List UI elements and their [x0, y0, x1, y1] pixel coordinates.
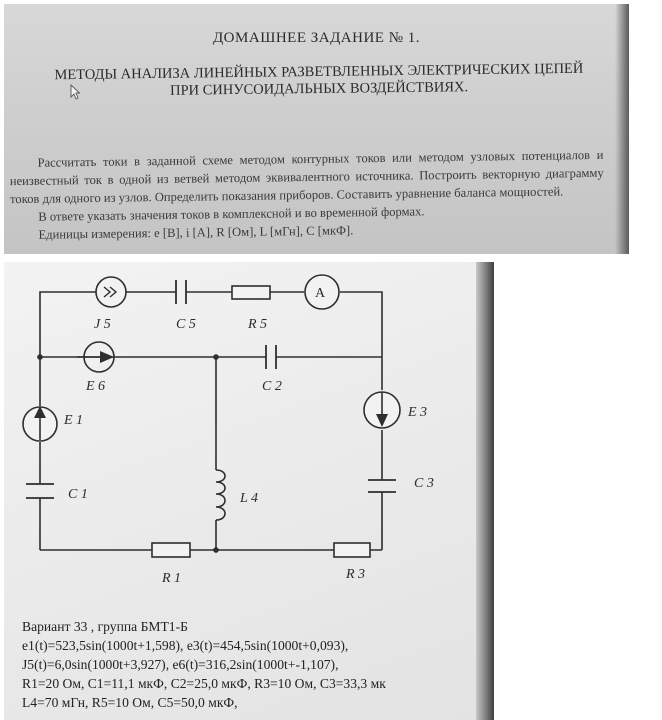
variant-elements-1: R1=20 Ом, C1=11,1 мкФ, C2=25,0 мкФ, R3=10 Ом, C3=33,3 мк [22, 676, 386, 691]
mouse-pointer-icon [70, 84, 80, 100]
capacitor-c3 [368, 480, 396, 492]
resistor-r1 [152, 543, 190, 557]
task-description [9, 146, 604, 244]
ammeter-label: A [315, 286, 326, 301]
voltage-source-e3 [364, 392, 400, 428]
label-e3: E 3 [408, 405, 428, 420]
units-of-measurement: Единицы измерения: e [В], i [A], R [Ом], L [мГн], C [мкФ]. [38, 223, 354, 242]
label-r5: R 5 [248, 317, 268, 332]
label-e1: E 1 [64, 413, 84, 428]
subtitle-line-2: ПРИ СИНУСОИДАЛЬНЫХ ВОЗДЕЙСТВИЯХ. [169, 79, 469, 99]
label-c2: C 2 [262, 379, 282, 394]
assignment-header-photo [4, 4, 629, 254]
answer-instructions: В ответе указать значения токов в комплексной и во временной формах. [38, 204, 425, 224]
variant-sources-2: J5(t)=6,0sin(1000t+3,927), e6(t)=316,2sin(1000t+-1,107), [22, 657, 339, 672]
label-l4: L 4 [240, 491, 259, 506]
label-e6: E 6 [86, 379, 106, 394]
label-c1: C 1 [68, 487, 88, 502]
task-text: Рассчитать токи в заданной схеме методом контурных токов или методом узловых потенциалов и неизвестный ток в одной из ветвей методом эквивалентного источника. Построить векторную диаграмму токов для одного из узлов. Определить показания приборов. Составить уравнение баланса мощностей. [9, 147, 604, 207]
voltage-source-e6 [77, 342, 114, 372]
circuit-diagram [4, 262, 494, 617]
variant-title: Вариант 33 , группа БМТ1-Б [22, 619, 188, 634]
circuit-photo [4, 262, 494, 720]
variant-elements-2: L4=70 мГн, R5=10 Ом, C5=50,0 мкФ, [22, 695, 238, 710]
capacitor-c2 [266, 345, 276, 369]
assignment-title: ДОМАШНЕЕ ЗАДАНИЕ № 1. [212, 30, 421, 46]
label-r3: R 3 [346, 567, 366, 582]
variant-parameters [22, 617, 494, 712]
junction-node-middle [213, 354, 219, 360]
inductor-l4 [216, 470, 225, 520]
resistor-r5 [232, 286, 270, 299]
assignment-subtitle [24, 60, 614, 101]
subtitle-line-1: МЕТОДЫ АНАЛИЗА ЛИНЕЙНЫХ РАЗВЕТВЛЕННЫХ ЭЛЕКТРИЧЕСКИХ ЦЕПЕЙ [54, 60, 584, 84]
variant-sources-1: e1(t)=523,5sin(1000t+1,598), e3(t)=454,5sin(1000t+0,093), [22, 638, 349, 653]
label-c3: C 3 [414, 476, 434, 491]
photo-edge-shadow [615, 4, 629, 254]
current-source-j5 [96, 277, 126, 307]
junction-node-bottom [213, 547, 219, 553]
resistor-r3 [334, 543, 370, 557]
label-r1: R 1 [162, 571, 182, 586]
capacitor-c1 [26, 484, 54, 498]
label-j5: J 5 [94, 317, 111, 332]
voltage-source-e1 [23, 406, 57, 441]
label-c5: C 5 [176, 317, 196, 332]
capacitor-c5 [176, 280, 186, 304]
photo-edge-shadow-bottom [476, 262, 494, 720]
junction-node-left [37, 354, 43, 360]
